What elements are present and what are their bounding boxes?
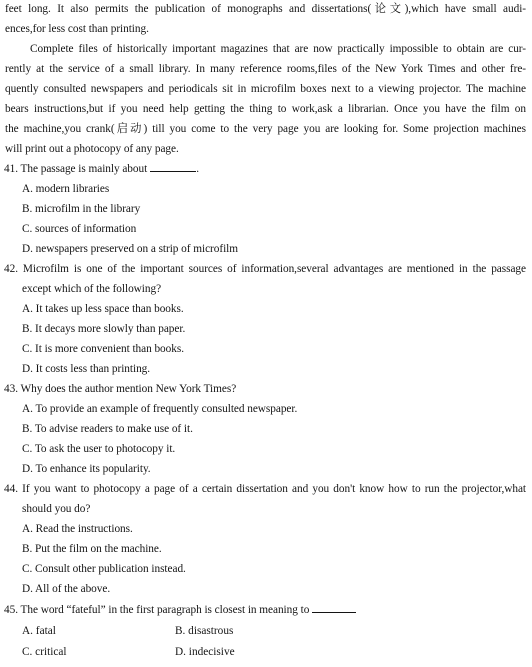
passage-line: quently consulted newspapers and periodicals sit in microfilm boxes next to a viewing projector. The machine	[5, 83, 526, 95]
question-44-stem: 44. If you want to photocopy a page of a certain dissertation and you don't know how to run the projector,what	[4, 483, 526, 495]
option-42-c: C. It is more convenient than books.	[22, 343, 184, 355]
question-42-stem-cont: except which of the following?	[22, 283, 162, 295]
option-41-b: B. microfilm in the library	[22, 203, 141, 215]
question-stem-text: 45. The word “fateful” in the first paragraph is closest in meaning to	[4, 604, 310, 616]
option-43-b: B. To advise readers to make use of it.	[22, 423, 193, 435]
passage-line: bears instructions,but if you need help getting the thing to work,ask a librarian. Once you have the film on	[5, 103, 526, 115]
passage-line: ences,for less cost than printing.	[5, 23, 149, 35]
passage-line: the machine,you crank(启动) till you come to the very page you are looking for. Some projection machines	[5, 123, 526, 135]
answer-blank	[312, 601, 356, 613]
answer-blank	[150, 160, 196, 172]
passage-line: feet long. It also permits the publication of monographs and dissertations(论文),which have small audi-	[5, 3, 526, 15]
option-44-b: B. Put the film on the machine.	[22, 543, 162, 555]
option-43-a: A. To provide an example of frequently consulted newspaper.	[22, 403, 298, 415]
question-45-stem	[4, 600, 356, 620]
option-44-a: A. Read the instructions.	[22, 523, 133, 535]
option-45-c: C. critical	[22, 646, 67, 658]
passage-line: rently at the service of a small library. In many reference rooms,files of the New York Times and other fre-	[5, 63, 526, 75]
question-stem-text: 41. The passage is mainly about	[4, 163, 148, 175]
question-stem-end: .	[196, 163, 199, 175]
option-42-b: B. It decays more slowly than paper.	[22, 323, 186, 335]
option-42-d: D. It costs less than printing.	[22, 363, 151, 375]
option-41-a: A. modern libraries	[22, 183, 110, 195]
option-44-d: D. All of the above.	[22, 583, 111, 595]
option-44-c: C. Consult other publication instead.	[22, 563, 186, 575]
option-45-d: D. indecisive	[175, 646, 235, 658]
passage-line: Complete files of historically important magazines that are now practically impossible to obtain are cur-	[30, 43, 526, 55]
option-42-a: A. It takes up less space than books.	[22, 303, 184, 315]
option-45-b: B. disastrous	[175, 625, 234, 637]
passage-line: will print out a photocopy of any page.	[5, 143, 179, 155]
question-44-stem-cont: should you do?	[22, 503, 91, 515]
option-41-c: C. sources of information	[22, 223, 137, 235]
option-43-d: D. To enhance its popularity.	[22, 463, 151, 475]
option-41-d: D. newspapers preserved on a strip of microfilm	[22, 243, 238, 255]
question-43-stem: 43. Why does the author mention New York Times?	[4, 383, 237, 395]
option-45-a: A. fatal	[22, 625, 56, 637]
question-41-stem	[4, 159, 199, 179]
option-43-c: C. To ask the user to photocopy it.	[22, 443, 176, 455]
question-42-stem: 42. Microfilm is one of the important sources of information,several advantages are mentioned in the passage	[4, 263, 526, 275]
